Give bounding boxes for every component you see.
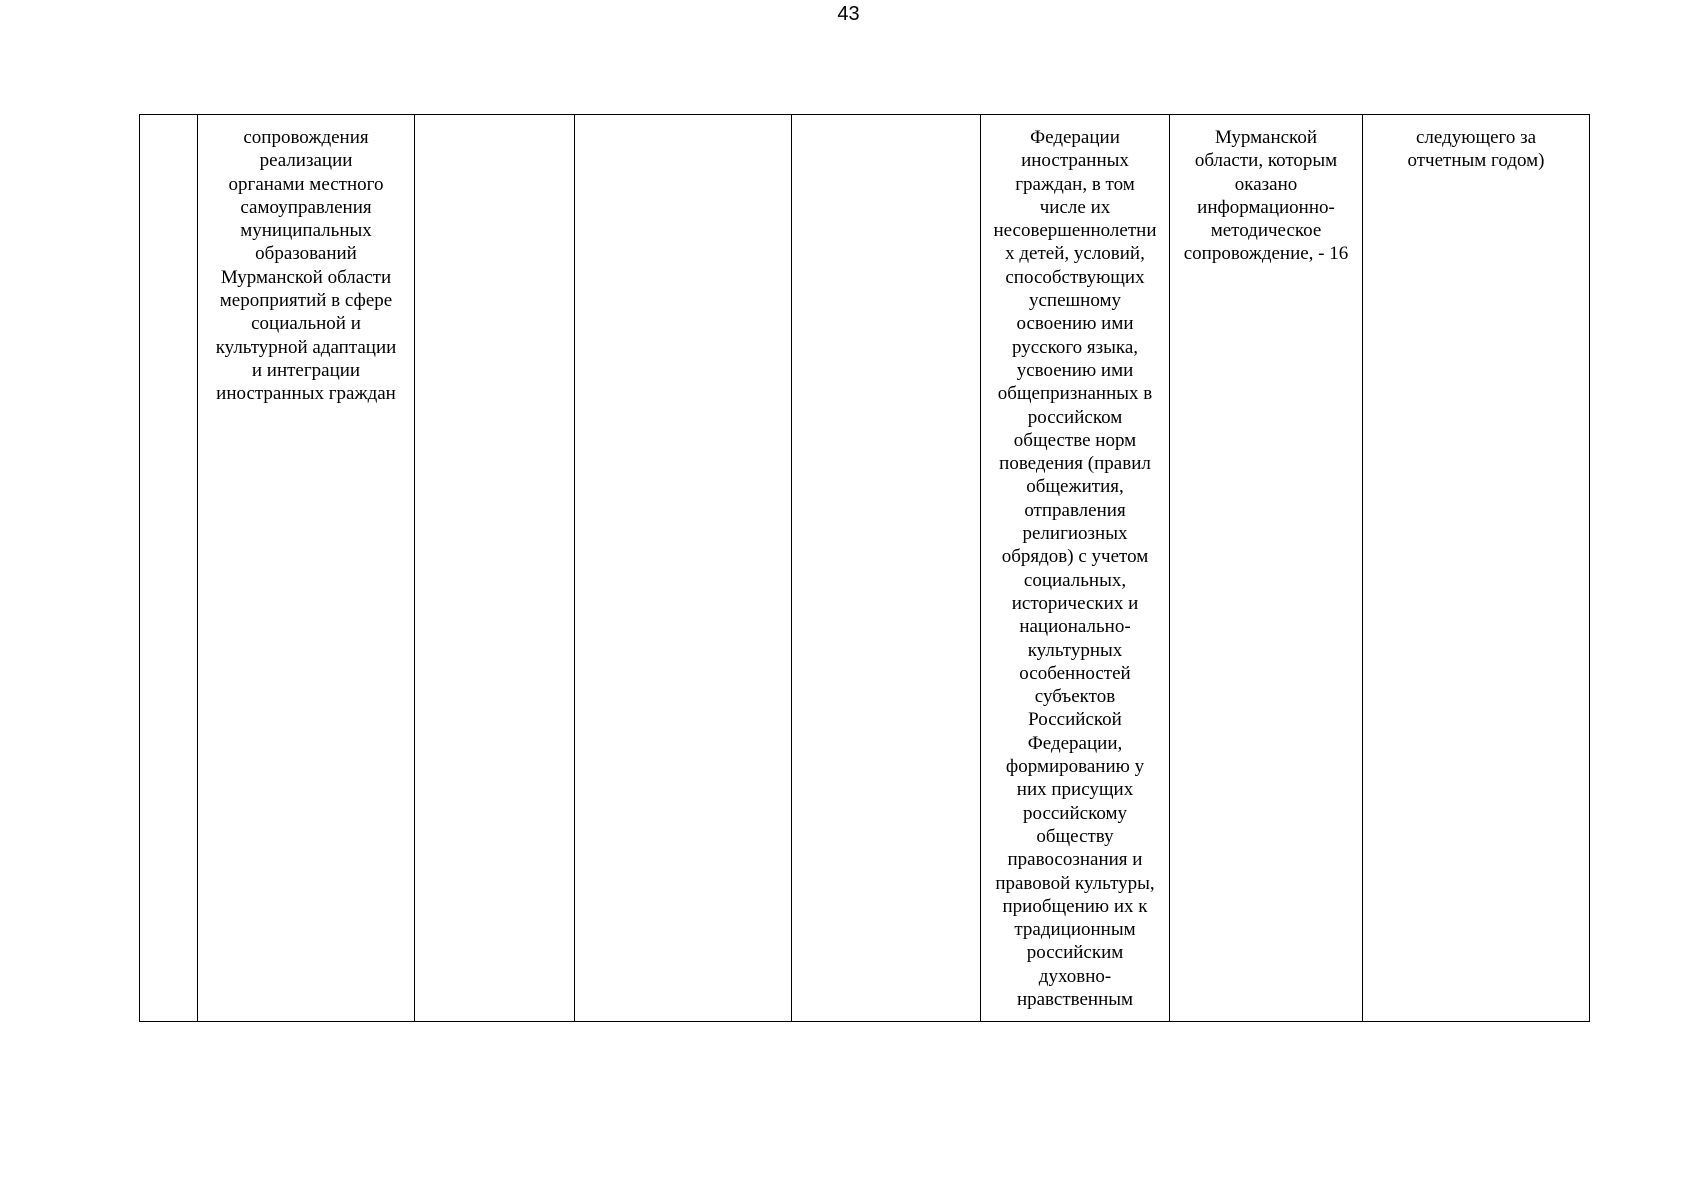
table-cell-col4 (575, 115, 792, 1022)
cell-text: Федерации иностранных граждан, в том числе их несовершеннолетни х детей, условий, способствующих успешному освоению ими русского языка, усвоению ими общепризнанных в российском обществе норм поведения (правил общежития, отправления религиозных обрядов) с учетом социальных, исторических и национально- культурных особенностей субъектов Российской Федерации, формированию у них присущих российскому обществу правосознания и правовой культуры, приобщению их к традиционным российским духовно- нравственным (993, 127, 1157, 1010)
cell-text: Мурманской области, которым оказано информационно- методическое сопровождение, - 16 (1183, 127, 1349, 265)
document-table (139, 114, 1590, 1022)
table-cell-indicator (1170, 115, 1363, 1022)
table-cell-activity (198, 115, 415, 1022)
cell-text: сопровождения реализации органами местного самоуправления муниципальных образований Мурманской области мероприятий в сфере социальной и культурной адаптации и интеграции иностранных граждан (215, 127, 397, 405)
table-cell-number (140, 115, 198, 1022)
cell-text: следующего за отчетным годом) (1407, 127, 1545, 172)
page-number: 43 (837, 3, 860, 25)
table-cell-col5 (792, 115, 981, 1022)
table-cell-deadline (1363, 115, 1590, 1022)
table-cell-col3 (415, 115, 575, 1022)
table-row (140, 115, 1590, 1022)
table-cell-expected-result (981, 115, 1170, 1022)
